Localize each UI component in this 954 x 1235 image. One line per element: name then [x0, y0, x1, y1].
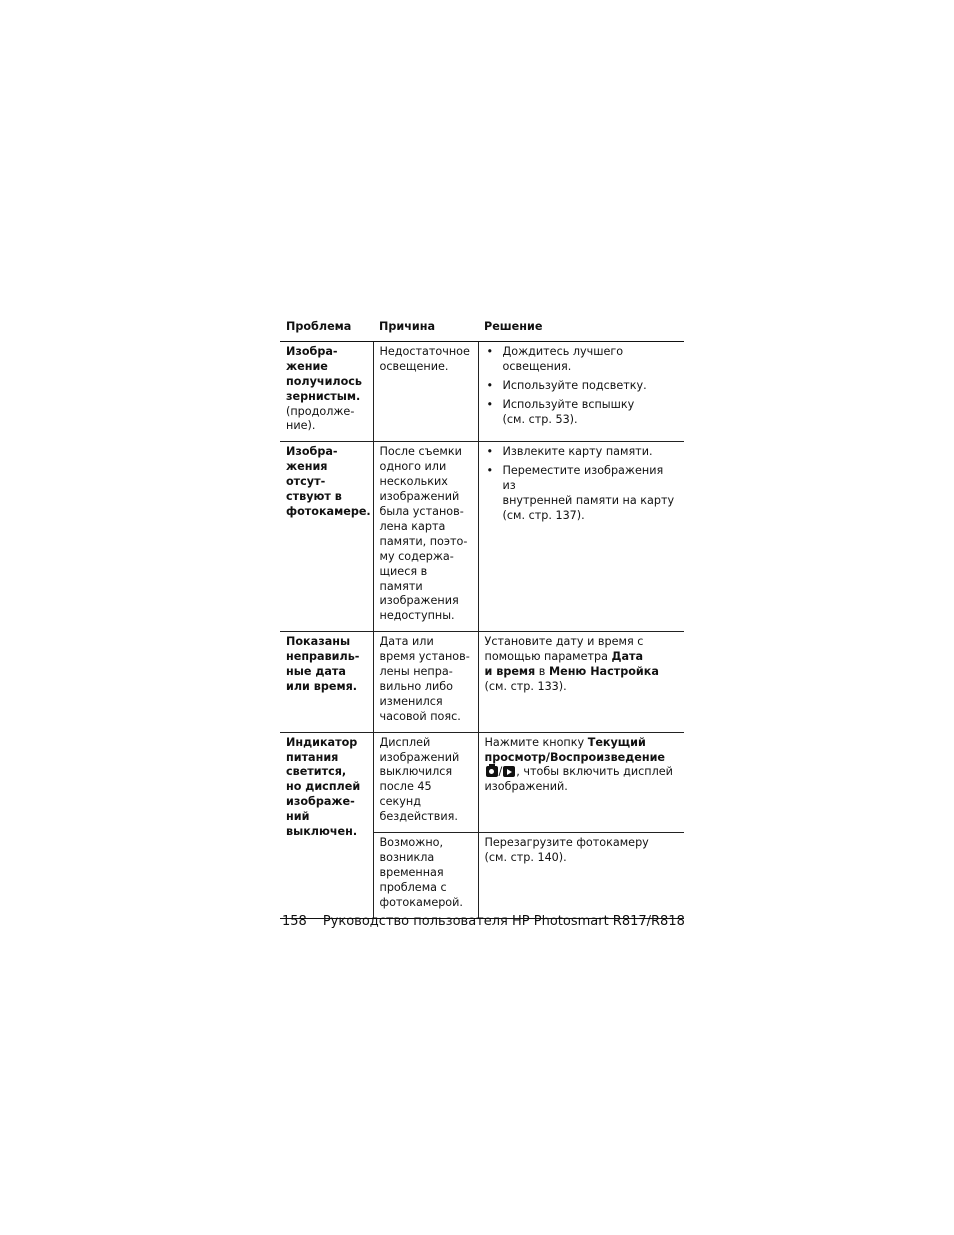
- solution-text: в: [535, 665, 549, 679]
- table-row: [280, 732, 684, 832]
- menu-setup-name: Меню Настройка: [548, 665, 659, 679]
- footer-text: Руководство пользователя HP Photosmart R817/R818: [322, 914, 685, 929]
- cause-cell: Дата или время установ- лены непра- вильно либо изменился часовой пояс.: [373, 632, 478, 732]
- solution-item: • Дождитесь лучшего освещения.: [485, 345, 679, 375]
- table-row: [280, 632, 684, 732]
- page-footer: [282, 914, 685, 929]
- solution-text: (см. стр. 133).: [484, 679, 567, 693]
- header-cause: Причина: [373, 316, 478, 341]
- solution-item: • Используйте подсветку.: [485, 379, 679, 394]
- problem-cell: [280, 442, 373, 632]
- solution-item: • Извлеките карту памяти.: [485, 445, 679, 460]
- cause-cell: После съемки одного или нескольких изображений была установ- лена карта памяти, поэто- му содержа- щиеся в памяти изображения недоступны.: [373, 442, 478, 632]
- solution-cell: [478, 341, 684, 441]
- button-name: Текущий просмотр/Воспроизведение: [484, 735, 666, 764]
- problem-note: (продолже- ние).: [286, 404, 355, 433]
- problem-text: Показаны неправиль- ные дата или время.: [286, 635, 360, 693]
- cause-cell: Недостаточное освещение.: [373, 341, 478, 441]
- problem-cell: [280, 732, 373, 918]
- solution-cell: [478, 732, 684, 832]
- table-row: [280, 442, 684, 632]
- problem-text: Индикатор питания светится, но дисплей изображе- ний выключен.: [286, 735, 361, 839]
- problem-text: Изобра- жение получилось зернистым.: [286, 344, 363, 403]
- table-row: [280, 341, 684, 441]
- solution-cell: [478, 632, 684, 732]
- solution-text: , чтобы включить дисплей изображений.: [484, 765, 673, 794]
- header-solution: Решение: [478, 316, 684, 341]
- camera-icon: [486, 766, 498, 777]
- troubleshooting-table: [280, 316, 684, 919]
- solution-item: • Переместите изображения из внутренней памяти на карту (см. стр. 137).: [485, 464, 679, 524]
- menu-option-date-time: Дата и время: [484, 650, 644, 679]
- problem-cell: [280, 341, 373, 441]
- solution-cell: [478, 442, 684, 632]
- solution-text: Установите дату и время с помощью параметра: [484, 635, 644, 664]
- page-number: 158: [282, 914, 307, 929]
- problem-text: Изобра- жения отсут- ствуют в фотокамере.: [286, 445, 371, 518]
- solution-text: Нажмите кнопку: [484, 735, 588, 749]
- table-header-row: [280, 316, 684, 341]
- icon-separator: /: [498, 765, 503, 779]
- cause-cell: Дисплей изображений выключился после 45 секунд бездействия.: [373, 732, 478, 832]
- solution-item: • Используйте вспышку (см. стр. 53).: [485, 398, 679, 428]
- solution-cell: Перезагрузите фотокамеру (см. стр. 140).: [478, 833, 684, 919]
- problem-cell: [280, 632, 373, 732]
- playback-icon: [503, 766, 515, 777]
- cause-cell: Возможно, возникла временная проблема с фотокамерой.: [373, 833, 478, 919]
- header-problem: Проблема: [280, 316, 373, 341]
